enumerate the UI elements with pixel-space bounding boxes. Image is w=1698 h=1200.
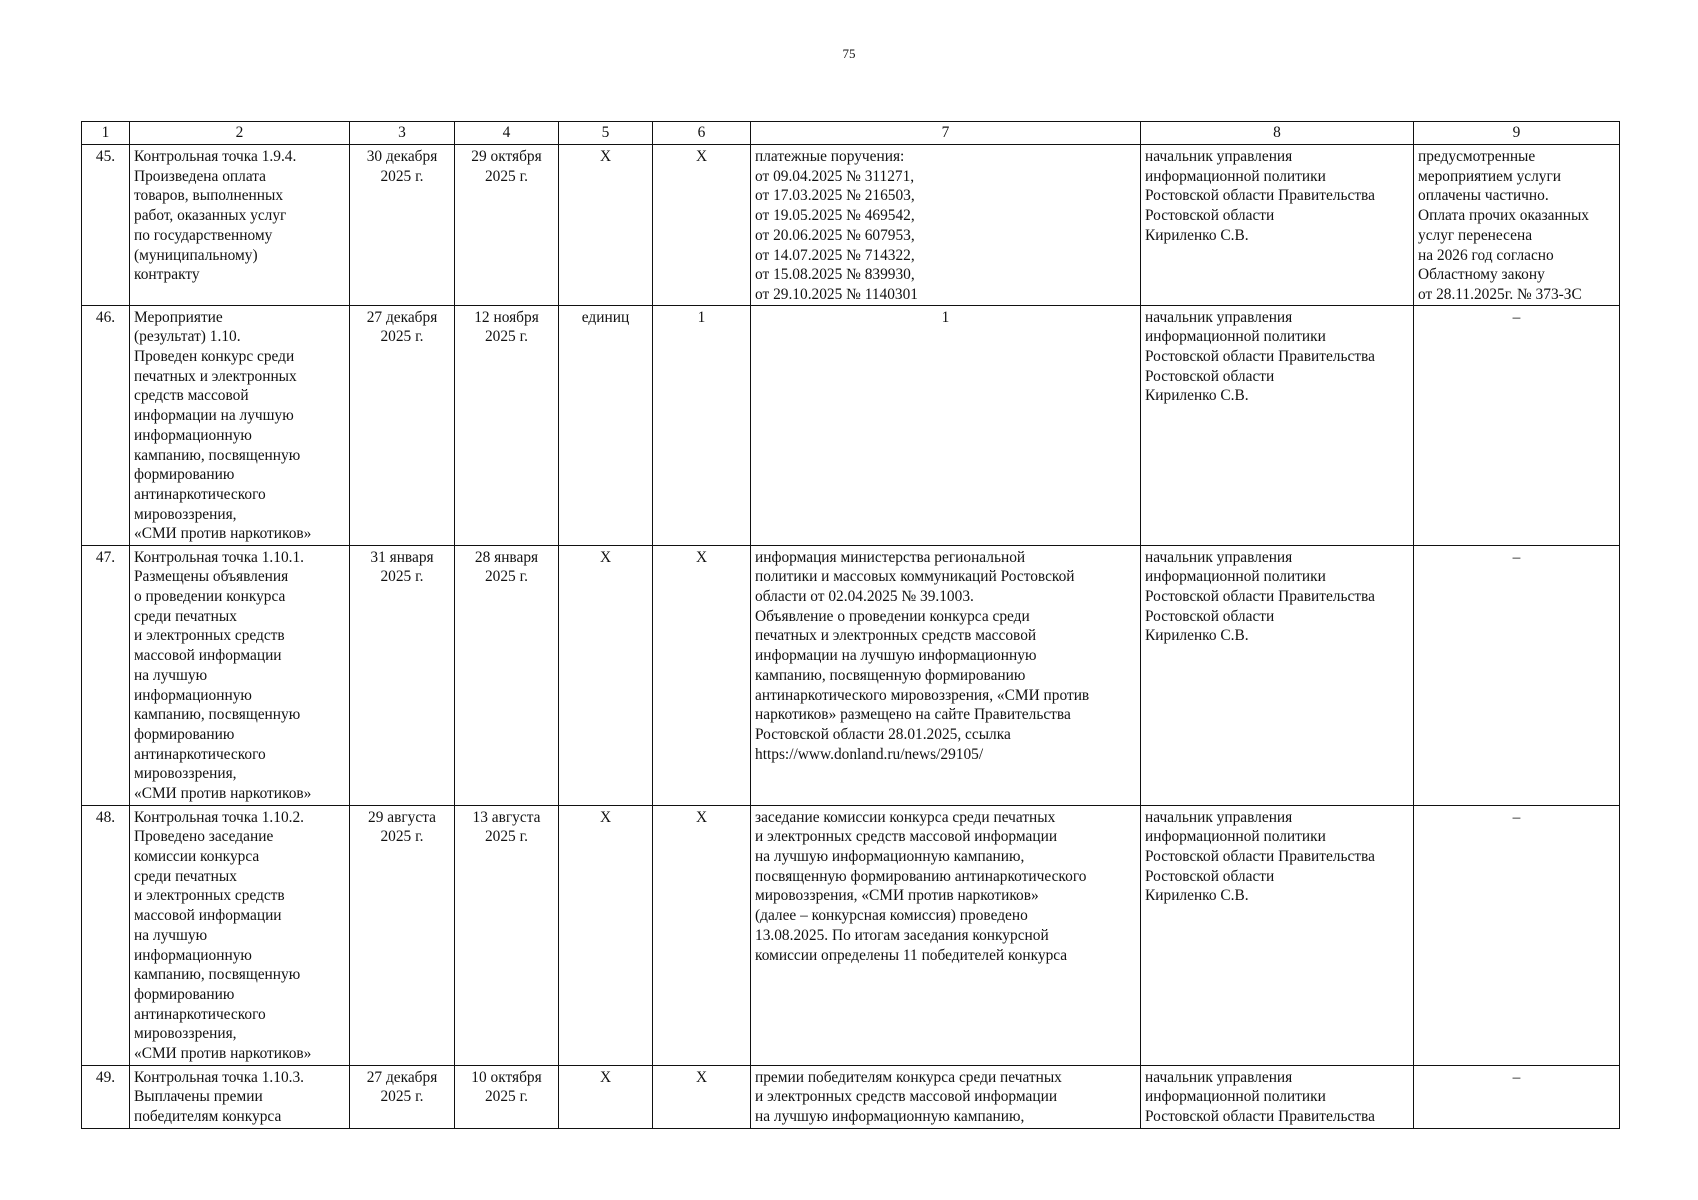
planned-date: 30 декабря 2025 г. — [350, 145, 455, 306]
table-row — [82, 145, 1620, 306]
report-table — [81, 121, 1620, 1129]
table-row — [82, 305, 1620, 545]
column-header: 7 — [751, 122, 1141, 145]
table-row — [82, 805, 1620, 1065]
item-name: Контрольная точка 1.10.2. Проведено заседание комиссии конкурса среди печатных и электронных средств массовой информации на лучшую информационную кампанию, посвященную формированию антинаркотического мировоззрения, «СМИ против наркотиков» — [130, 805, 350, 1065]
row-number: 46. — [82, 305, 130, 545]
responsible-person: начальник управления информационной политики Ростовской области Правительства Ростовской области Кириленко С.В. — [1141, 545, 1414, 805]
planned-date: 27 декабря 2025 г. — [350, 1065, 455, 1128]
unit: X — [559, 145, 653, 306]
planned-value: X — [653, 1065, 751, 1128]
unit: X — [559, 805, 653, 1065]
responsible-person: начальник управления информационной политики Ростовской области Правительства — [1141, 1065, 1414, 1128]
actual-date: 29 октября 2025 г. — [455, 145, 559, 306]
column-header: 2 — [130, 122, 350, 145]
item-name: Контрольная точка 1.9.4. Произведена оплата товаров, выполненных работ, оказанных услуг по государственному (муниципальному) контракту — [130, 145, 350, 306]
planned-value: 1 — [653, 305, 751, 545]
note: предусмотренные мероприятием услуги оплачены частично. Оплата прочих оказанных услуг перенесена на 2026 год согласно Областному закону от 28.11.2025г. № 373-ЗС — [1414, 145, 1620, 306]
column-header: 4 — [455, 122, 559, 145]
table-row — [82, 545, 1620, 805]
planned-date: 31 января 2025 г. — [350, 545, 455, 805]
responsible-person: начальник управления информационной политики Ростовской области Правительства Ростовской области Кириленко С.В. — [1141, 145, 1414, 306]
note: – — [1414, 545, 1620, 805]
result-description: заседание комиссии конкурса среди печатных и электронных средств массовой информации на лучшую информационную кампанию, посвященную формированию антинаркотического мировоззрения, «СМИ против наркотиков» (далее – конкурсная комиссия) проведено 13.08.2025. По итогам заседания конкурсной комиссии определены 11 победителей конкурса — [751, 805, 1141, 1065]
note: – — [1414, 305, 1620, 545]
actual-date: 12 ноября 2025 г. — [455, 305, 559, 545]
table-row — [82, 1065, 1620, 1128]
column-header: 8 — [1141, 122, 1414, 145]
item-name: Мероприятие (результат) 1.10. Проведен конкурс среди печатных и электронных средств массовой информации на лучшую информационную кампанию, посвященную формированию антинаркотического мировоззрения, «СМИ против наркотиков» — [130, 305, 350, 545]
row-number: 48. — [82, 805, 130, 1065]
note: – — [1414, 805, 1620, 1065]
planned-value: X — [653, 805, 751, 1065]
unit: единиц — [559, 305, 653, 545]
responsible-person: начальник управления информационной политики Ростовской области Правительства Ростовской области Кириленко С.В. — [1141, 305, 1414, 545]
row-number: 47. — [82, 545, 130, 805]
actual-date: 28 января 2025 г. — [455, 545, 559, 805]
responsible-person: начальник управления информационной политики Ростовской области Правительства Ростовской области Кириленко С.В. — [1141, 805, 1414, 1065]
planned-value: X — [653, 145, 751, 306]
result-description: информация министерства региональной политики и массовых коммуникаций Ростовской области от 02.04.2025 № 39.1003. Объявление о проведении конкурса среди печатных и электронных средств массовой информации на лучшую информационную кампанию, посвященную формированию антинаркотического мировоззрения, «СМИ против наркотиков» размещено на сайте Правительства Ростовской области 28.01.2025, ссылка https://www.donland.ru/news/29105/ — [751, 545, 1141, 805]
actual-date: 13 августа 2025 г. — [455, 805, 559, 1065]
actual-date: 10 октября 2025 г. — [455, 1065, 559, 1128]
planned-date: 27 декабря 2025 г. — [350, 305, 455, 545]
column-header: 5 — [559, 122, 653, 145]
result-description: премии победителям конкурса среди печатных и электронных средств массовой информации на лучшую информационную кампанию, — [751, 1065, 1141, 1128]
column-header: 3 — [350, 122, 455, 145]
column-header: 1 — [82, 122, 130, 145]
planned-value: X — [653, 545, 751, 805]
result-description: платежные поручения: от 09.04.2025 № 311271, от 17.03.2025 № 216503, от 19.05.2025 № 469542, от 20.06.2025 № 607953, от 14.07.2025 № 714322, от 15.08.2025 № 839930, от 29.10.2025 № 1140301 — [751, 145, 1141, 306]
column-header: 9 — [1414, 122, 1620, 145]
item-name: Контрольная точка 1.10.3. Выплачены премии победителям конкурса — [130, 1065, 350, 1128]
row-number: 49. — [82, 1065, 130, 1128]
row-number: 45. — [82, 145, 130, 306]
result-description: 1 — [751, 305, 1141, 545]
unit: X — [559, 1065, 653, 1128]
planned-date: 29 августа 2025 г. — [350, 805, 455, 1065]
item-name: Контрольная точка 1.10.1. Размещены объявления о проведении конкурса среди печатных и электронных средств массовой информации на лучшую информационную кампанию, посвященную формированию антинаркотического мировоззрения, «СМИ против наркотиков» — [130, 545, 350, 805]
column-header: 6 — [653, 122, 751, 145]
page-number: 75 — [842, 46, 856, 61]
header-row — [82, 122, 1620, 145]
unit: X — [559, 545, 653, 805]
note: – — [1414, 1065, 1620, 1128]
